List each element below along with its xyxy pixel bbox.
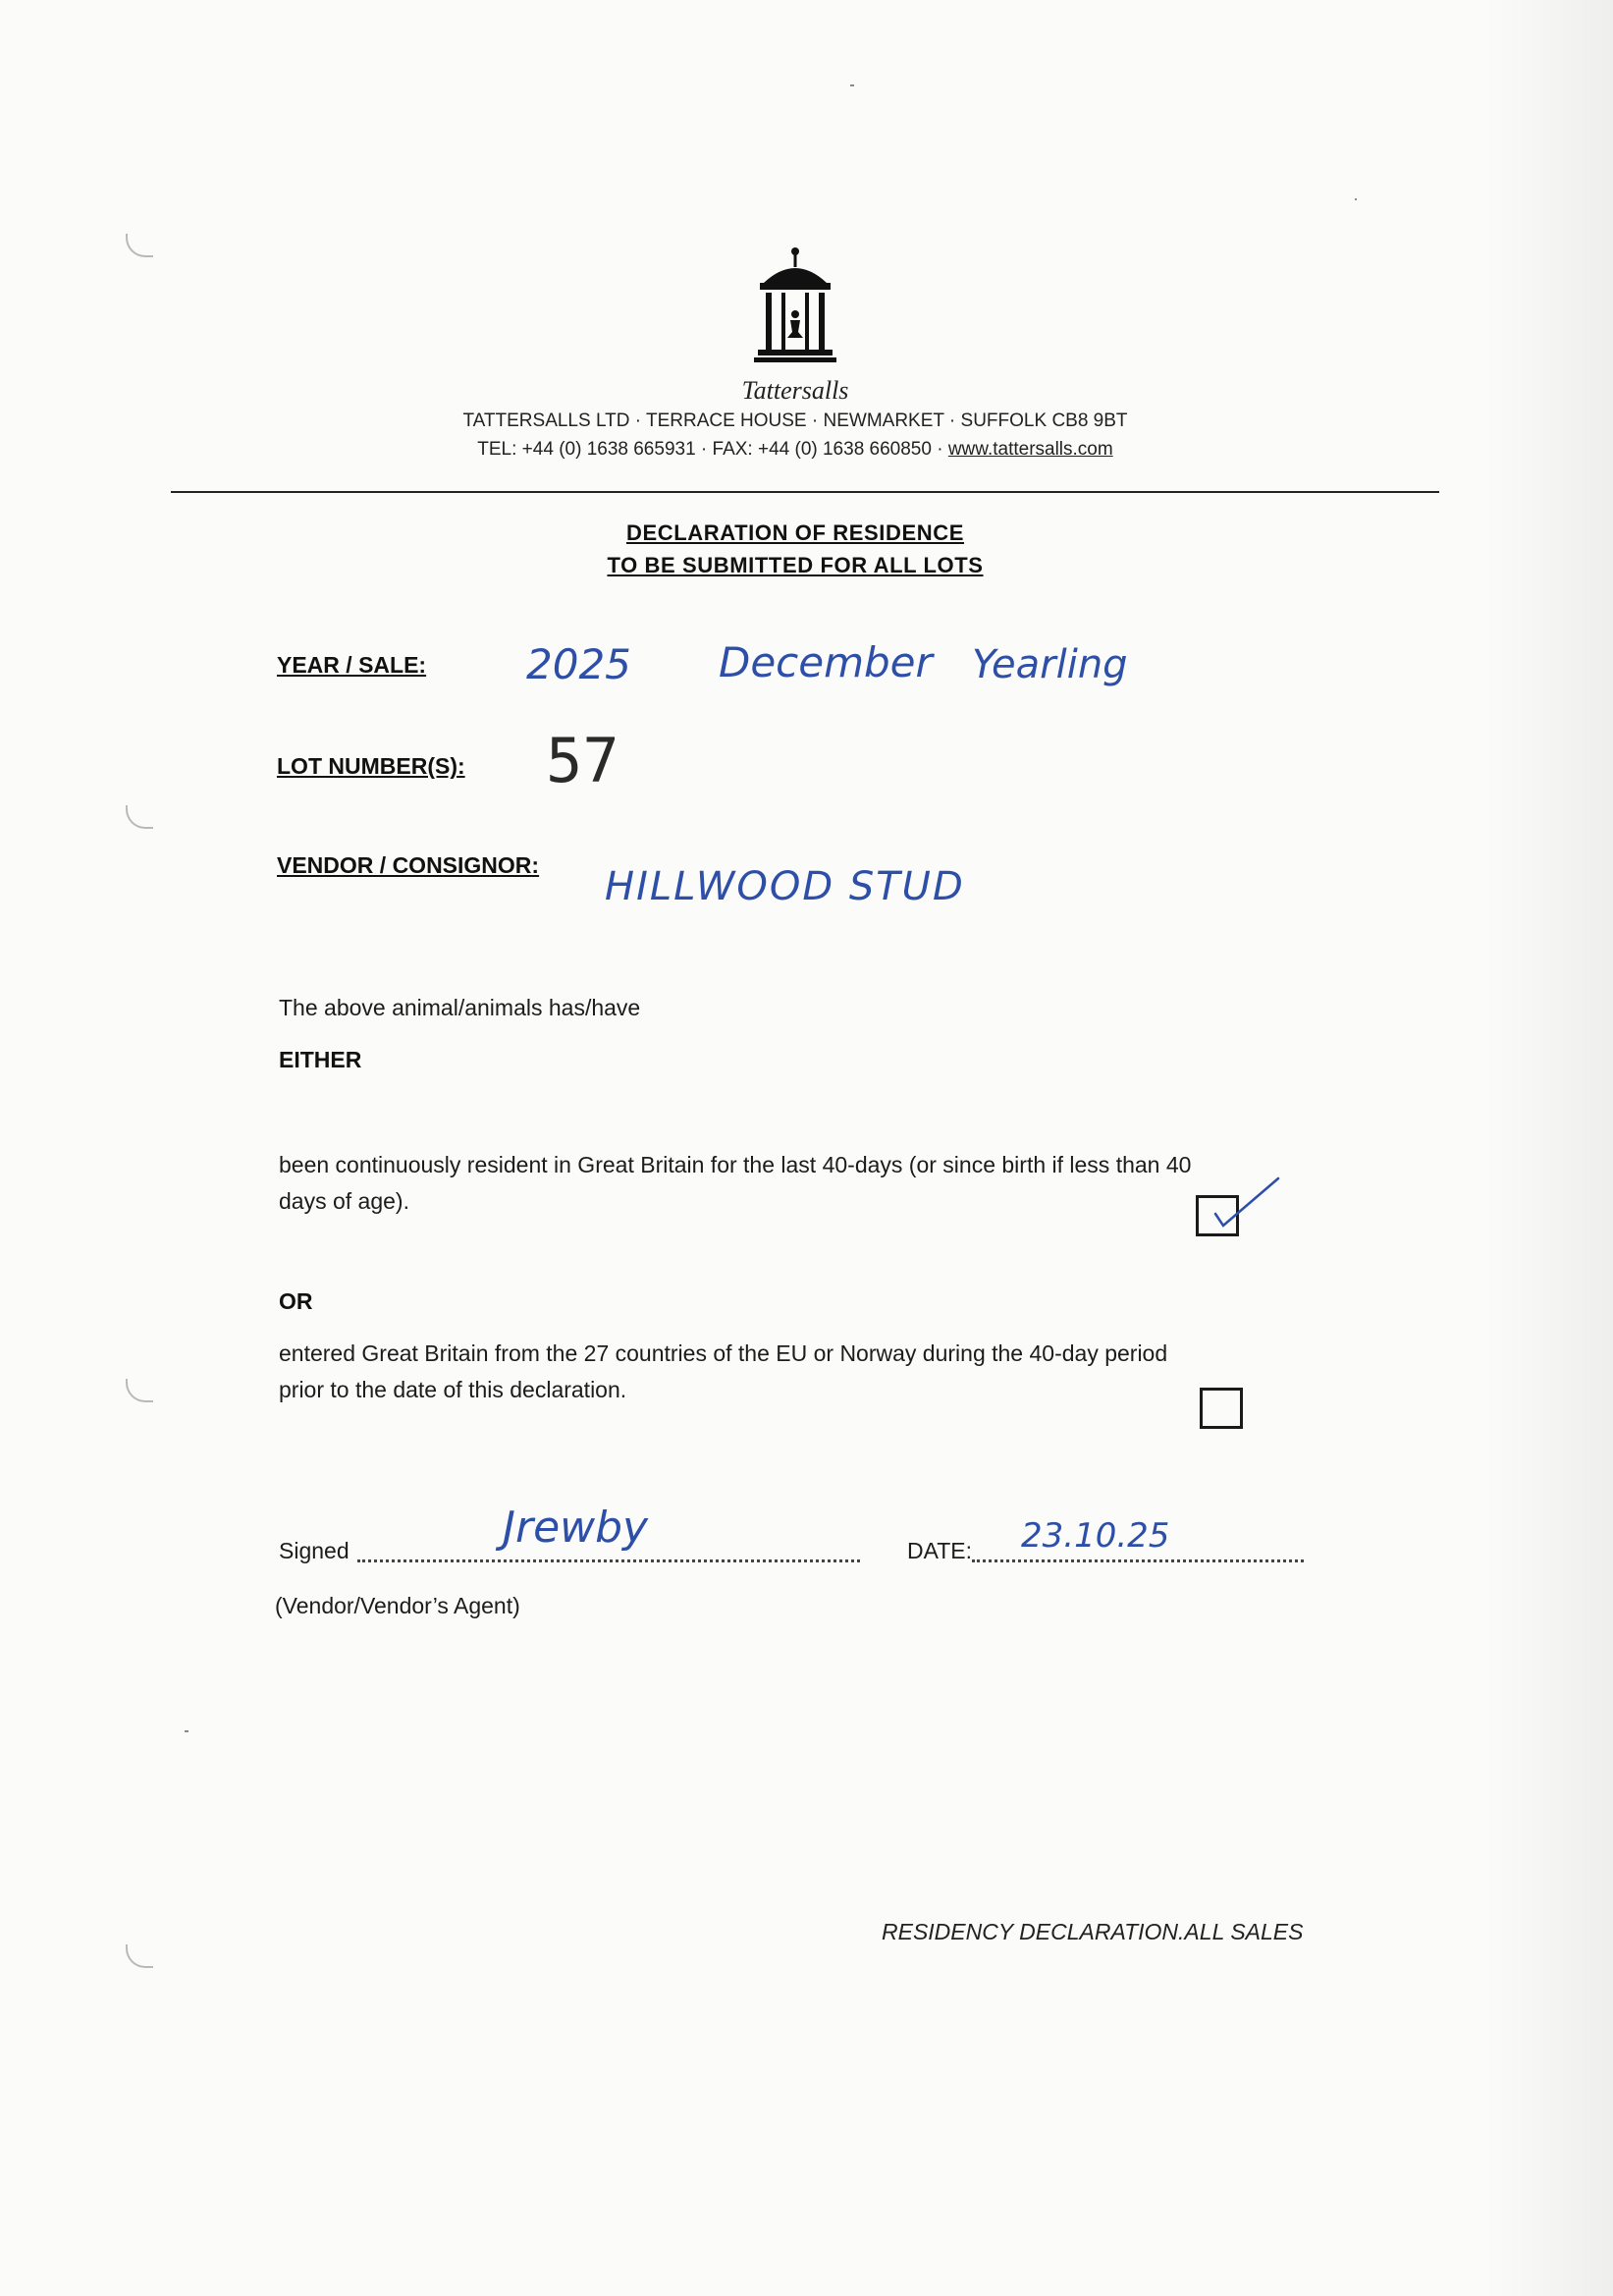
company-address: TATTERSALLS LTD · TERRACE HOUSE · NEWMARKET · SUFFOLK CB8 9BT [462, 410, 1128, 431]
option2-checkbox[interactable] [1200, 1388, 1243, 1429]
checkmark-icon [1196, 1173, 1284, 1241]
lot-number-value: 57 [546, 725, 619, 796]
date-label: DATE: [907, 1538, 973, 1563]
phone-fax: TEL: +44 (0) 1638 665931 · FAX: +44 (0) 1638 660850 · [477, 439, 948, 460]
date-value: 23.10.25 [1021, 1516, 1170, 1556]
year-sale-label: YEAR / SALE: [277, 652, 427, 678]
binder-hole-mark [126, 234, 153, 257]
form-subtitle: TO BE SUBMITTED FOR ALL LOTS [607, 553, 984, 577]
option2-line2: prior to the date of this declaration. [279, 1377, 627, 1402]
binder-hole-mark [126, 1379, 153, 1402]
binder-hole-mark [126, 805, 153, 829]
binder-hole-mark [126, 1944, 153, 1968]
option1-line2: days of age). [279, 1188, 409, 1214]
vendor-consignor-label: VENDOR / CONSIGNOR: [277, 852, 540, 878]
signature-line [357, 1559, 860, 1562]
signature-value: Jrewby [503, 1503, 649, 1553]
scan-speck [1355, 198, 1357, 200]
year-sale-month-value: December [719, 638, 933, 686]
scan-speck [185, 1730, 188, 1732]
scan-shadow [1485, 0, 1613, 2296]
signed-label: Signed [279, 1538, 349, 1563]
tattersalls-logo [746, 244, 844, 381]
rotunda-icon [746, 244, 844, 381]
scan-speck [850, 84, 854, 86]
lot-number-label: LOT NUMBER(S): [277, 753, 465, 779]
year-sale-year-value: 2025 [526, 640, 631, 688]
either-heading: EITHER [279, 1047, 362, 1072]
form-title: DECLARATION OF RESIDENCE [625, 520, 964, 545]
logo-wordmark: Tattersalls [741, 376, 849, 405]
year-sale-type-value: Yearling [972, 642, 1128, 687]
or-heading: OR [279, 1288, 313, 1314]
form-footer: RESIDENCY DECLARATION.ALL SALES [882, 1919, 1304, 1944]
option1-line1: been continuously resident in Great Britain for the last 40-days (or since birth if less than 40 [279, 1152, 1192, 1177]
date-line [972, 1559, 1304, 1562]
header-divider [171, 491, 1439, 493]
vendor-agent-caption: (Vendor/Vendor’s Agent) [275, 1593, 520, 1618]
website-link[interactable]: www.tattersalls.com [947, 439, 1113, 460]
option2-line1: entered Great Britain from the 27 countries of the EU or Norway during the 40-day period [279, 1340, 1168, 1366]
company-contact [295, 439, 1296, 461]
statement-intro: The above animal/animals has/have [279, 995, 641, 1020]
vendor-consignor-value: HILLWOOD STUD [605, 864, 965, 909]
